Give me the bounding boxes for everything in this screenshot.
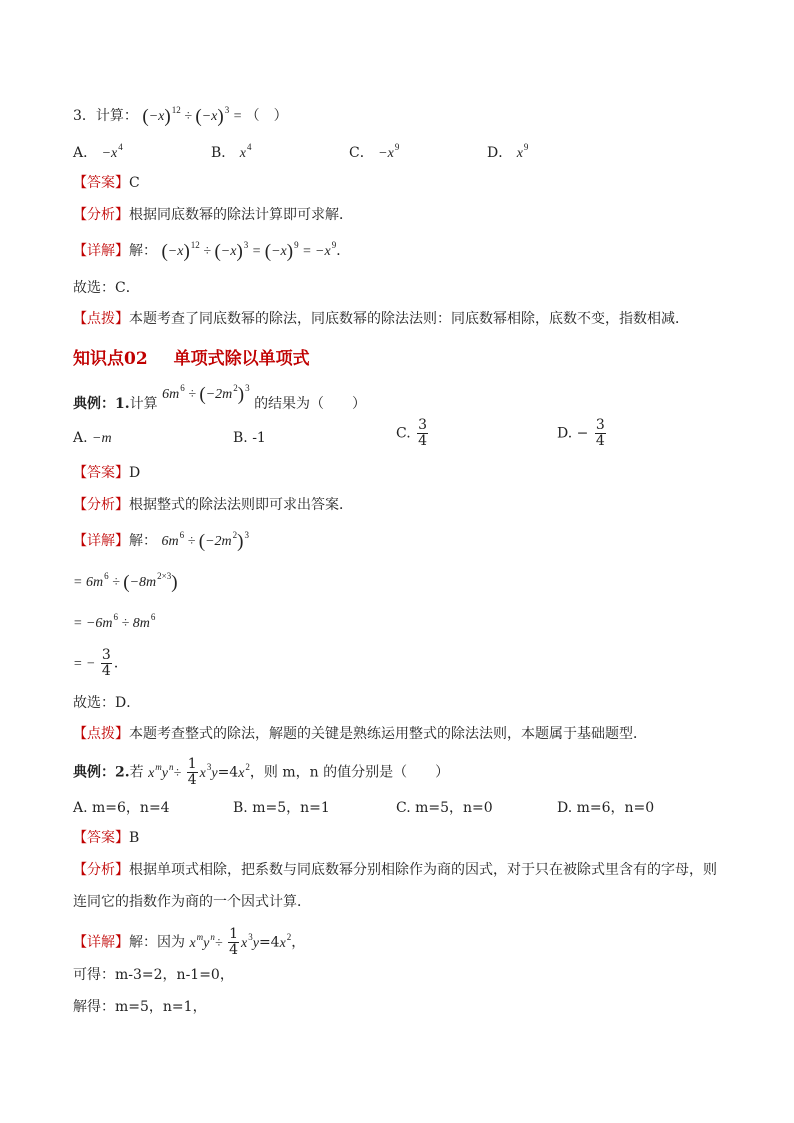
ex1-conclusion: 故选：D． <box>73 695 141 711</box>
ex2-answer: 【答案】B <box>73 830 140 846</box>
ex1-comment: 【点拨】本题考查整式的除法，解题的关键是熟练运用整式的除法法则，本题属于基础题型． <box>73 726 647 742</box>
ex1-option-d: D. − $\frac{3}{4}$ <box>557 417 605 449</box>
q3-option-a: A． $-x^4$ <box>73 142 123 161</box>
ex2-option-a: A. m=6，n=4 <box>73 800 170 816</box>
q3-conclusion: 故选：C． <box>73 280 140 296</box>
ex2-option-d: D. m=6，n=0 <box>557 800 655 816</box>
ex2-detail: 【详解】解：因为 $x^my^n\div$ $\frac{1}{4}$ $x^3y=4x^2$， <box>73 926 306 958</box>
ex1-option-c: C. $\frac{3}{4}$ <box>396 417 428 449</box>
q3-blank: （ ） <box>245 108 288 124</box>
ex1-option-b: B. -1 <box>233 430 266 446</box>
ex1-answer: 【答案】D <box>73 465 141 481</box>
ex2-option-c: C. m=5，n=0 <box>396 800 493 816</box>
q3-option-c: C． $-x^9$ <box>349 142 400 161</box>
q3-comment: 【点拨】本题考查了同底数幂的除法，同底数幂的除法法则：同底数幂相除，底数不变，指数相减． <box>73 311 689 327</box>
ex1-question: 典例：1.计算 $6m^6 \div (-2m^2)^3$ 的结果为（ ） <box>73 383 367 412</box>
q3-detail: 【详解】解： $(-x)^{12} \div (-x)^3 = (-x)^9 = -x^9$． <box>73 240 351 262</box>
q3-label: 3．计算： <box>73 108 138 124</box>
q3-question <box>73 105 288 127</box>
q3-answer: 【答案】C <box>73 175 140 191</box>
ex2-step-1: 可得：m-3=2，n-1=0， <box>73 967 234 983</box>
ex2-step-2: 解得：m=5，n=1， <box>73 999 207 1015</box>
ex1-option-a: A. −m <box>73 430 112 446</box>
q3-option-b: B． $x^4$ <box>211 142 252 161</box>
ex1-step-1: = $6m^6 \div (-8m^{2\times 3})$ <box>73 571 178 593</box>
section-title: 单项式除以单项式 <box>173 349 310 369</box>
ex1-analysis: 【分析】根据整式的除法法则即可求出答案． <box>73 497 353 513</box>
q3-option-d: D． $x^9$ <box>487 142 529 161</box>
q3-expression: $(-x)^{12} \div (-x)^3$ = <box>142 105 246 127</box>
section-number: 知识点02 <box>73 349 148 369</box>
section-heading <box>73 344 310 369</box>
q3-analysis: 【分析】根据同底数幂的除法计算即可求解． <box>73 207 353 223</box>
ex2-analysis: 【分析】根据单项式相除，把系数与同底数幂分别相除作为商的因式，对于只在被除式里含有的字母，则 <box>73 862 717 878</box>
ex2-option-b: B. m=5，n=1 <box>233 800 330 816</box>
ex2-question: 典例：2.若 $x^my^n\div$ $\frac{1}{4}$ $x^3y=4x^2$，则 m，n 的值分别是（ ） <box>73 756 450 788</box>
ex1-step-3: = − $\frac{3}{4}$ ． <box>73 647 128 679</box>
ex1-detail: 【详解】解： $6m^6 \div (-2m^2)^3$ <box>73 530 249 552</box>
ex1-step-2: = $-6m^6 \div 8m^6$ <box>73 612 156 631</box>
ex2-analysis-cont: 连同它的指数作为商的一个因式计算． <box>73 894 311 910</box>
